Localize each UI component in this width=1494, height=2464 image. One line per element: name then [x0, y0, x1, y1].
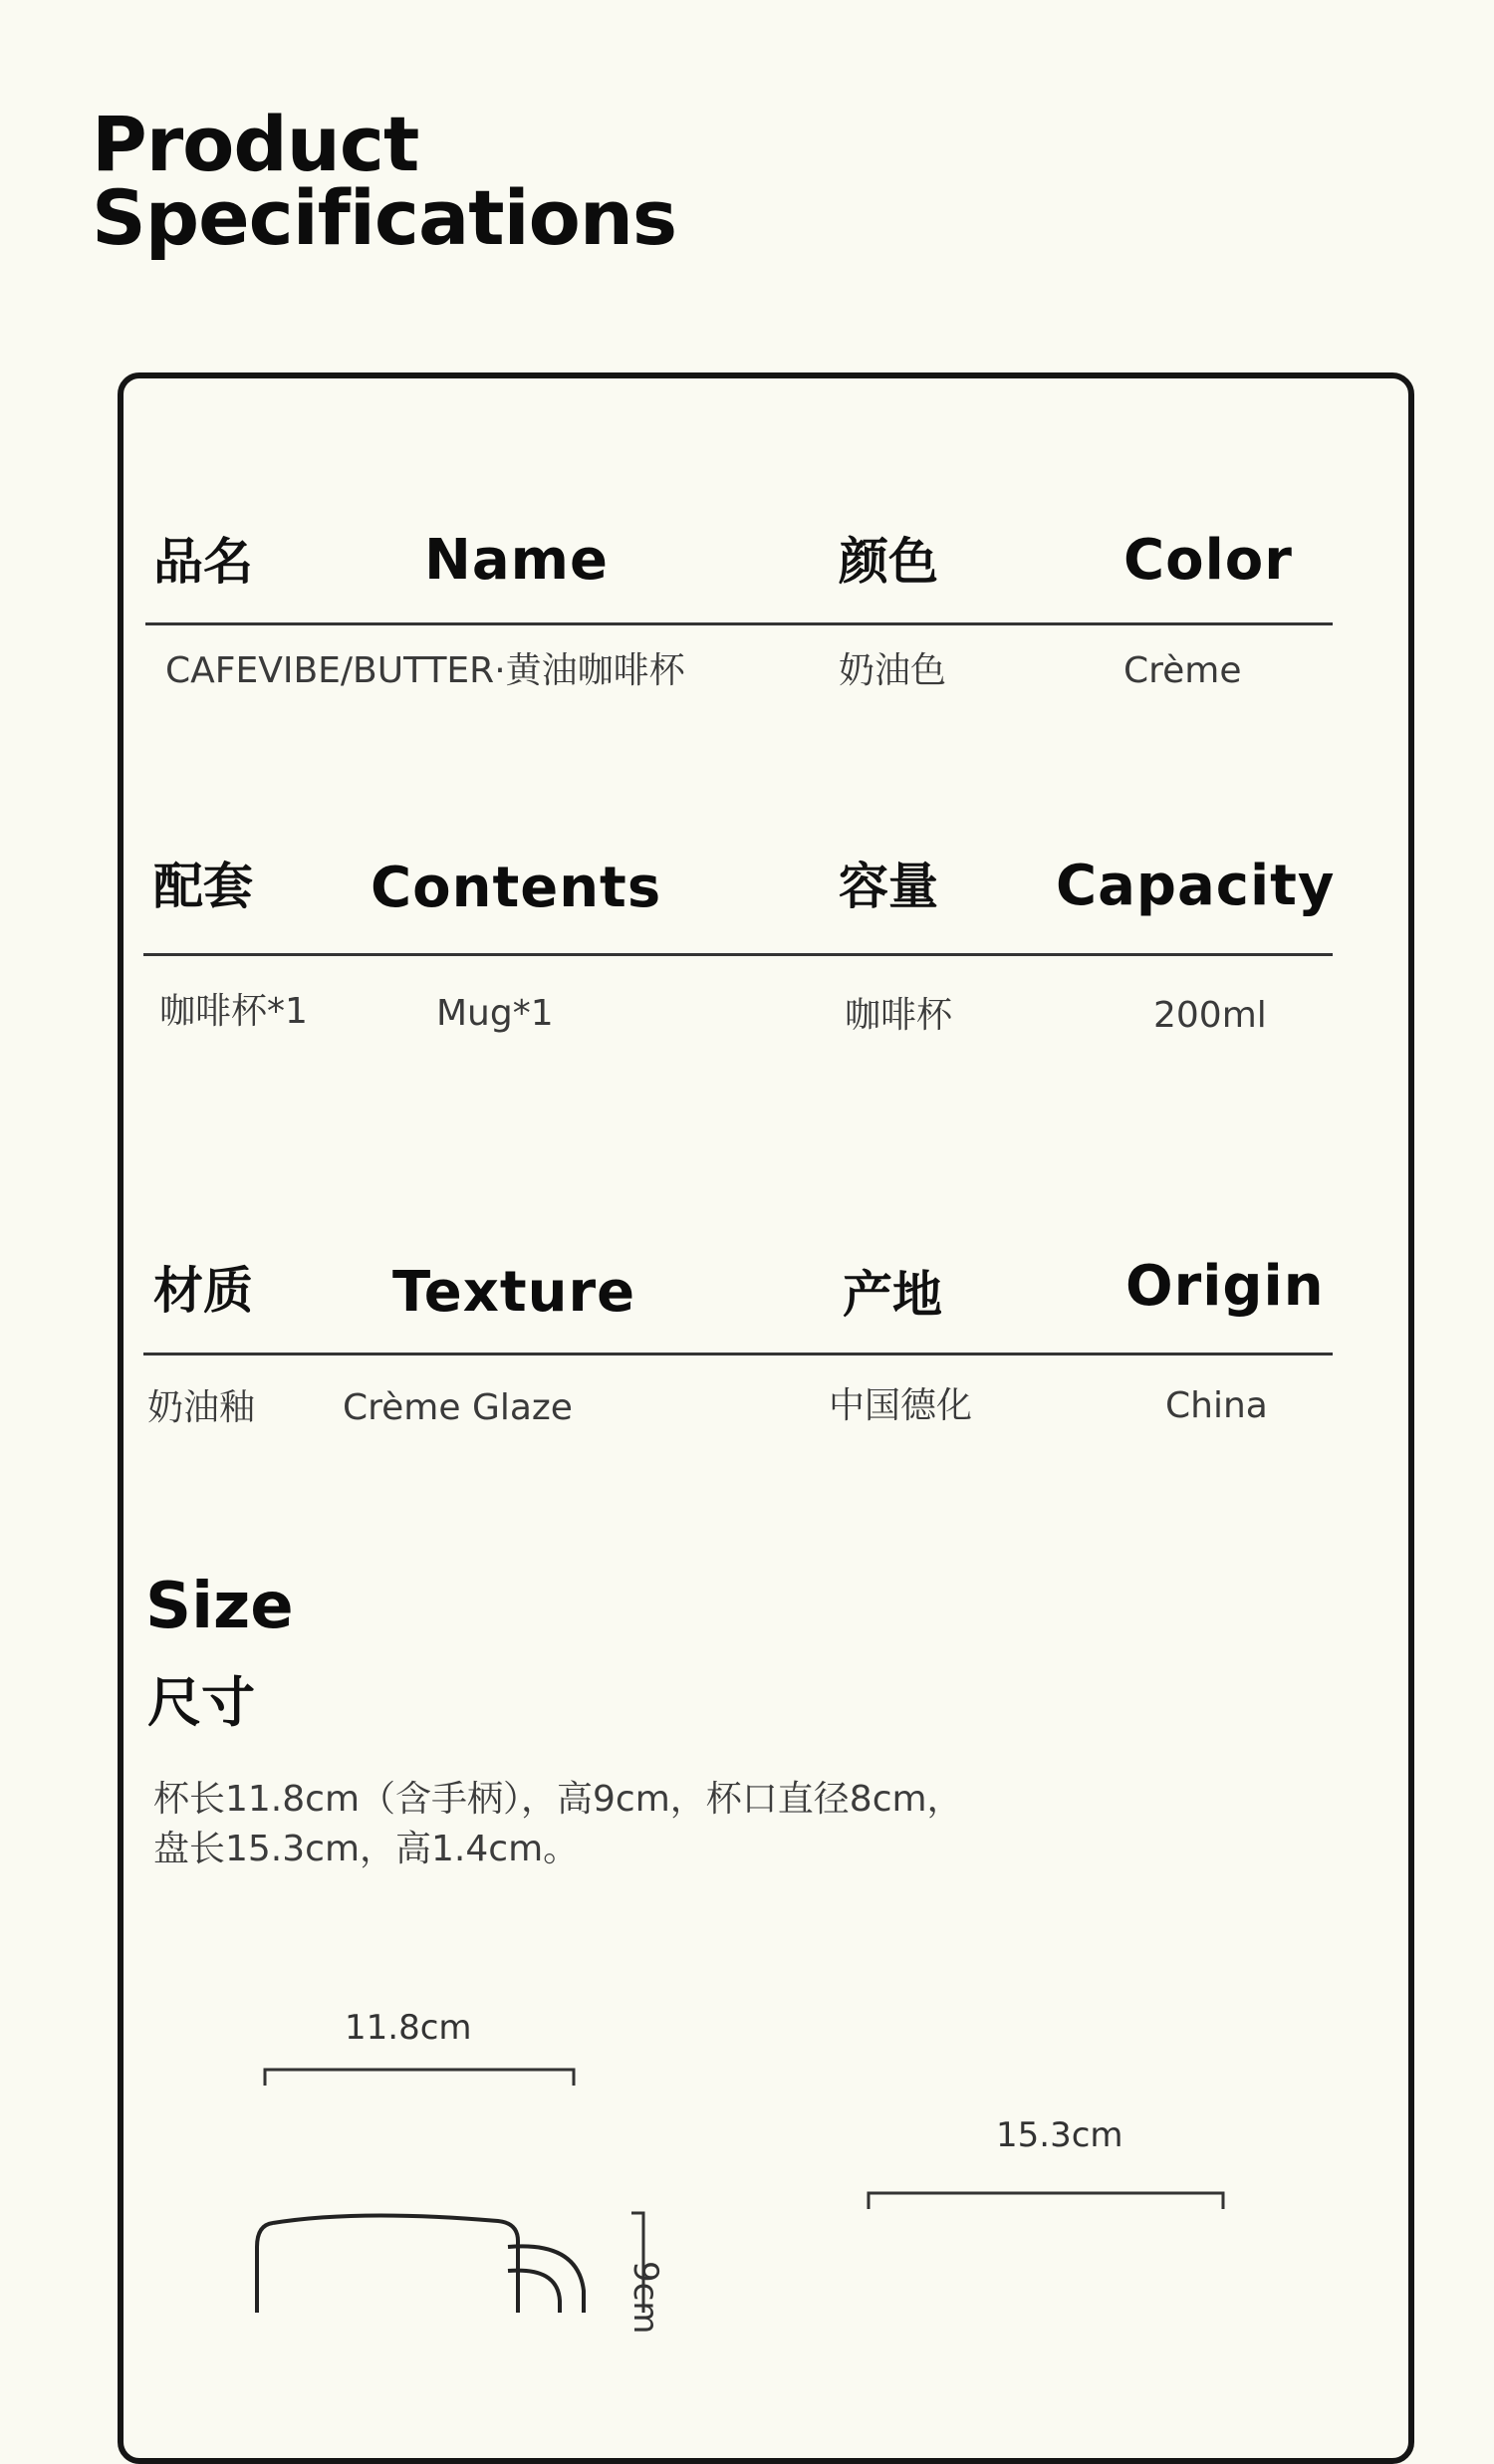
- color-label-en: Color: [1123, 528, 1293, 593]
- name-label-en: Name: [424, 528, 609, 593]
- plate-length-label: 15.3cm: [996, 2115, 1123, 2155]
- size-heading: Size: [145, 1570, 294, 1643]
- capacity-value-en: 200ml: [1153, 995, 1267, 1036]
- origin-label-en: Origin: [1125, 1254, 1325, 1319]
- contents-value-cn: 咖啡杯*1: [159, 991, 308, 1032]
- color-value-en: Crème: [1123, 650, 1242, 691]
- mug-length-bracket: [265, 2070, 574, 2086]
- page-title-line-1: Product: [92, 100, 419, 188]
- contents-label-cn: 配套: [153, 858, 253, 915]
- size-heading-cn: 尺寸: [147, 1671, 255, 1734]
- mug-height-bracket: [631, 2213, 643, 2313]
- page-title-line-2: Specifications: [92, 173, 677, 262]
- color-label-cn: 颜色: [839, 533, 938, 591]
- origin-label-cn: 产地: [843, 1266, 942, 1324]
- origin-value-cn: 中国德化: [829, 1385, 973, 1426]
- mug-outline: [257, 2215, 518, 2313]
- mug-height-label: 9cm: [625, 2261, 665, 2335]
- capacity-label-en: Capacity: [1056, 854, 1336, 918]
- texture-value-cn: 奶油釉: [147, 1387, 256, 1428]
- size-description-line-1: 杯长11.8cm（含手柄），高9cm，杯口直径8cm，: [153, 1779, 963, 1820]
- color-value-cn: 奶油色: [839, 650, 947, 691]
- mug-length-label: 11.8cm: [345, 2008, 472, 2048]
- size-description-line-2: 盘长15.3cm，高1.4cm。: [153, 1829, 580, 1869]
- name-value: CAFEVIBE/BUTTER·黄油咖啡杯: [165, 650, 685, 691]
- capacity-value-cn: 咖啡杯: [845, 995, 953, 1036]
- origin-value-en: China: [1165, 1385, 1268, 1426]
- texture-label-cn: 材质: [153, 1262, 253, 1320]
- contents-value-en: Mug*1: [436, 993, 554, 1034]
- contents-label-en: Contents: [371, 856, 662, 920]
- texture-value-en: Crème Glaze: [343, 1387, 573, 1428]
- name-label-cn: 品名: [153, 533, 253, 591]
- capacity-label-cn: 容量: [839, 858, 938, 915]
- texture-label-en: Texture: [392, 1260, 636, 1325]
- plate-length-bracket: [869, 2193, 1223, 2209]
